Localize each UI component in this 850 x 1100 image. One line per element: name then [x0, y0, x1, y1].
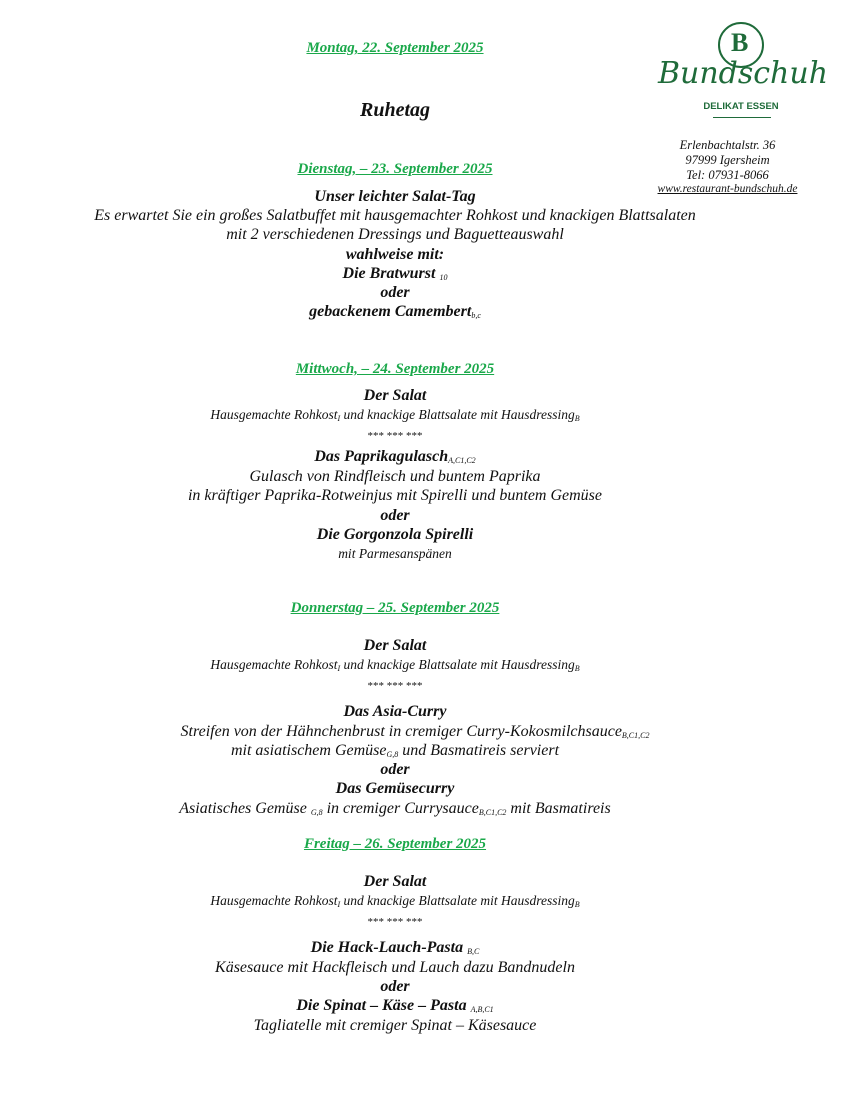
dish-allergens: B,C1,C2 [621, 731, 650, 740]
thursday-main-1-description-2 [0, 742, 790, 760]
friday-separator: *** *** *** [367, 916, 423, 928]
salad-allergen: B [574, 664, 580, 673]
friday-main-2 [0, 997, 790, 1015]
dish-text: Streifen von der Hähnchenbrust in cremiger Curry-Kokosmilchsauce [180, 723, 622, 740]
dish-text: Asiatisches Gemüse [179, 800, 311, 817]
friday-main-2-allergens: A,B,C1 [470, 1005, 494, 1014]
friday-main-1 [0, 939, 790, 957]
wednesday-main-1-name: Das Paprikagulasch [314, 448, 449, 465]
tuesday-description-1: Es erwartet Sie ein großes Salatbuffet mit hausgemachter Rohkost und knackigen Blattsalaten [94, 207, 696, 224]
monday-closed-label: Ruhetag [359, 99, 431, 121]
friday-main-1-description: Käsesauce mit Hackfleisch und Lauch dazu Bandnudeln [215, 959, 575, 976]
wednesday-date-heading: Mittwoch, – 24. September 2025 [295, 361, 495, 377]
wednesday-salad-description [0, 407, 790, 423]
friday-salad-title: Der Salat [363, 873, 427, 890]
friday-main-1-name: Die Hack-Lauch-Pasta [310, 939, 468, 956]
wednesday-main-1-allergens: A,C1,C2 [448, 456, 476, 465]
wednesday-salad-title: Der Salat [363, 387, 427, 404]
salad-allergen: B [574, 900, 580, 909]
salad-allergen: I [337, 900, 341, 909]
dish-allergens: G,8 [310, 808, 323, 817]
salad-text: Hausgemachte Rohkost [210, 893, 338, 908]
salad-text: und knackige Blattsalate mit Hausdressing [340, 657, 575, 672]
thursday-separator: *** *** *** [367, 680, 423, 692]
friday-main-2-name: Die Spinat – Käse – Pasta [296, 997, 471, 1014]
dish-allergens: B,C1,C2 [478, 808, 507, 817]
tuesday-option-2-allergens: b,c [471, 311, 481, 320]
logo-letter: B [731, 28, 749, 57]
salad-text: und knackige Blattsalate mit Hausdressing [340, 407, 575, 422]
wednesday-main-1 [0, 448, 790, 466]
wednesday-main-2-description: mit Parmesanspänen [338, 546, 452, 561]
brand-subtitle: DELIKAT ESSEN [703, 101, 779, 112]
salad-allergen: I [337, 414, 341, 423]
tuesday-option-2-name: gebackenem Camembert [309, 303, 472, 320]
address-city: 97999 Igersheim [685, 153, 770, 167]
thursday-main-1: Das Asia-Curry [343, 703, 447, 720]
friday-or: oder [380, 978, 410, 995]
dish-allergens: G,8 [386, 750, 399, 759]
brand-name: Bundschuh [657, 56, 829, 91]
website-link[interactable]: www.restaurant-bundschuh.de [657, 183, 798, 195]
dish-text: mit Basmatireis [506, 800, 611, 817]
friday-salad-description [0, 893, 790, 909]
tuesday-option-2 [0, 303, 790, 321]
thursday-main-1-description-1 [20, 723, 810, 741]
thursday-main-2-description [0, 800, 790, 818]
friday-main-1-allergens: B,C [467, 947, 480, 956]
tuesday-or: oder [380, 284, 410, 301]
tuesday-title: Unser leichter Salat-Tag [314, 188, 476, 205]
tuesday-option-1-allergens: 10 [439, 273, 448, 282]
tuesday-option-1-name: Die Bratwurst [342, 265, 436, 282]
dish-text: mit asiatischem Gemüse [230, 742, 387, 759]
dish-text: in cremiger Currysauce [322, 800, 479, 817]
thursday-or: oder [380, 761, 410, 778]
tuesday-description-2: mit 2 verschiedenen Dressings und Baguetteauswahl [226, 226, 564, 243]
salad-text: und knackige Blattsalate mit Hausdressing [340, 893, 575, 908]
thursday-main-2: Das Gemüsecurry [335, 780, 455, 797]
thursday-salad-description [0, 657, 790, 673]
salad-text: Hausgemachte Rohkost [210, 407, 338, 422]
wednesday-separator: *** *** *** [367, 430, 423, 442]
dish-text: und Basmatireis serviert [398, 742, 560, 759]
wednesday-main-2: Die Gorgonzola Spirelli [316, 526, 474, 543]
tuesday-choice-label: wahlweise mit: [345, 246, 445, 263]
tuesday-date-heading: Dienstag, – 23. September 2025 [297, 161, 493, 177]
wednesday-main-1-description-1: Gulasch von Rindfleisch und buntem Paprika [249, 468, 541, 485]
thursday-salad-title: Der Salat [363, 637, 427, 654]
friday-main-2-description: Tagliatelle mit cremiger Spinat – Käsesauce [253, 1017, 537, 1034]
address-street: Erlenbachtalstr. 36 [679, 138, 776, 152]
friday-date-heading: Freitag – 26. September 2025 [303, 836, 487, 852]
salad-allergen: I [337, 664, 341, 673]
monday-date-heading: Montag, 22. September 2025 [306, 40, 484, 56]
tuesday-option-1 [0, 265, 790, 283]
wednesday-or: oder [380, 507, 410, 524]
address-phone: Tel: 07931-8066 [686, 168, 769, 182]
thursday-date-heading: Donnerstag – 25. September 2025 [290, 600, 500, 616]
salad-text: Hausgemachte Rohkost [210, 657, 338, 672]
salad-allergen: B [574, 414, 580, 423]
wednesday-main-1-description-2: in kräftiger Paprika-Rotweinjus mit Spirelli und buntem Gemüse [187, 487, 603, 504]
